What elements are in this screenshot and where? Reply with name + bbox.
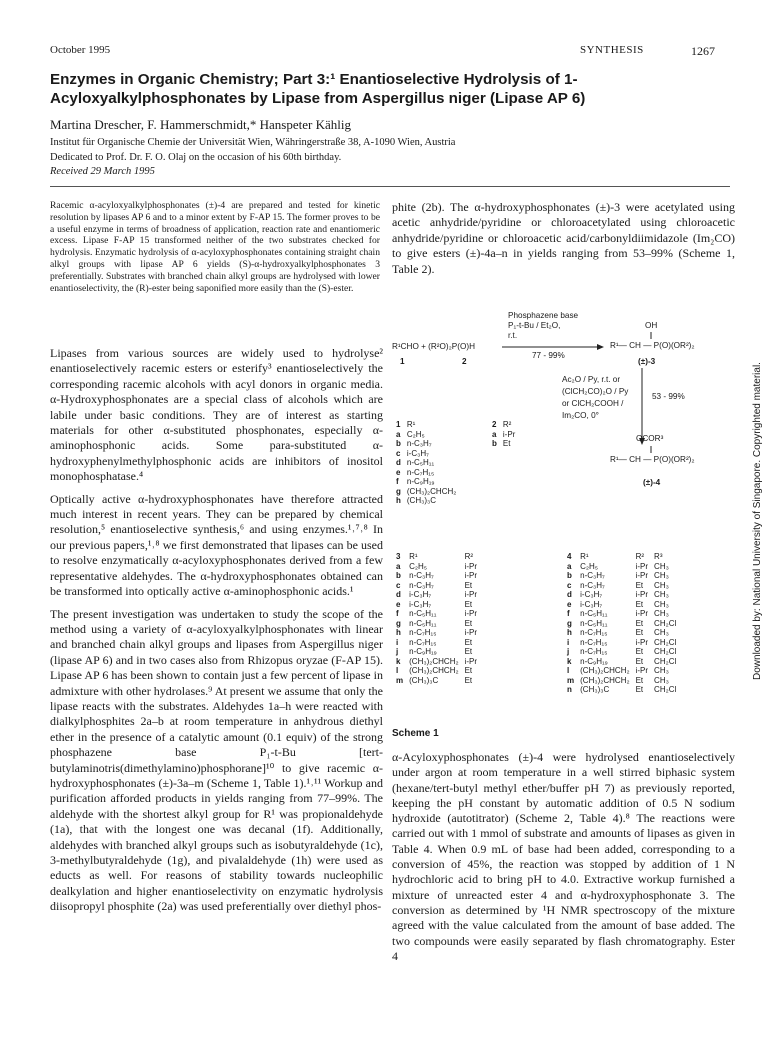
product-4: R¹— CH — P(O)(OR²)₂ <box>610 455 695 464</box>
running-header <box>50 44 715 60</box>
product-3: R¹— CH — P(O)(OR²)₂ <box>610 341 695 350</box>
table-header: R¹ <box>580 552 589 561</box>
table-cell: Et <box>502 439 511 448</box>
table-row <box>567 600 682 610</box>
table-header: 3 <box>396 552 401 561</box>
table-header: R² <box>502 420 512 429</box>
table-row <box>396 562 483 572</box>
table-cell: e <box>396 467 401 477</box>
label-1: 1 <box>400 357 405 366</box>
table-row <box>567 638 682 648</box>
condition-2b: (ClCH₂CO)₂O / Py <box>562 387 629 396</box>
right-column-body: α-Acyloxyphosphonates (±)-4 were hydrolysed enantioselectively under argon at room temperature in a well stirred biphasic system (hexane/tert-butyl methyl ether/buffer pH 7) as previously reported, keeping the pH constant by automatic addition of 0.5 N sodium hydroxide (autotitrator) (Scheme 2, Table 4).⁸ The reactions were carried out with 1 mmol of substrate and amounts of lipases as given in Table 4. When 0.9 mL of base had been added, corresponding to a conversion of 45%, the reaction was stopped by addition of 1 N hydrochloric acid to bring pH to 4.0. Extractive workup furnished a mixture of unreacted ester 4 and α-hydroxyphosphonate 3. The conversion as determined by ¹H NMR spectroscopy of the mixture agreed with the value calculated from the amount of base added. The two compounds were easily separated by flash chromatography. Ester 4 <box>392 750 735 963</box>
table-cell: j <box>567 647 570 656</box>
table-cell: i <box>396 637 399 647</box>
table-row <box>567 647 682 657</box>
table-cell: i-C₃H₇ <box>409 590 432 599</box>
scheme-1 <box>392 308 737 720</box>
table-row <box>396 638 483 648</box>
table-cell: Et <box>635 685 644 694</box>
table-cell: n-C₇H₁₅ <box>580 628 608 637</box>
table-cell: b <box>396 571 401 580</box>
table-cell: d <box>396 590 401 599</box>
table-cell: n-C₉H₁₉ <box>406 477 435 486</box>
table-cell: i-C₃H₇ <box>580 590 603 599</box>
reagents: R¹CHO + (R²O)₂P(O)H <box>392 342 475 351</box>
table-cell: h <box>567 628 572 637</box>
table-row <box>567 609 682 619</box>
download-notice: Downloaded by: National University of Singapore. Copyrighted material. <box>752 362 763 680</box>
table-cell: CH₃ <box>654 675 669 685</box>
table-row <box>396 449 462 459</box>
table-row <box>396 571 483 581</box>
table-row <box>396 628 483 638</box>
condition-1a: Phosphazene base <box>508 311 579 320</box>
table-cell: a <box>492 429 497 439</box>
table-cell: i-C₃H₇ <box>406 448 429 458</box>
scheme-caption: Scheme 1 <box>392 728 439 739</box>
table-cell: n-C₃H₇ <box>580 580 605 590</box>
table-cell: n-C₉H₁₉ <box>580 656 608 666</box>
table-row <box>396 458 462 468</box>
condition-1c: r.t. <box>508 331 518 340</box>
table-cell: n-C₃H₇ <box>409 580 434 590</box>
table-cell: i-Pr <box>464 609 478 618</box>
table-cell: d <box>396 458 401 467</box>
table-cell: i-Pr <box>464 656 478 666</box>
paragraph-2: Optically active α-hydroxyphosphonates have therefore attracted much interest in recent years. They can be prepared by chemical resolution,⁵ enantioselective synthesis,⁶ and using enzymes.¹˒⁷˒⁸ In our previous papers,¹˒⁸ we first demonstrated that lipases can be used to resolve enzymatically α-acyloxyphosphonates derived from a few representative aldehydes. The α-hydroxyphosphonates obtained can be transformed into optically active α-aminophosphonic acids.¹ <box>50 491 383 599</box>
table-cell: n-C₅H₁₁ <box>580 618 608 628</box>
table-cell: (CH₃)₂CHCH₂ <box>406 486 457 496</box>
table-cell: b <box>492 439 497 448</box>
table-row <box>396 609 483 619</box>
table-header: R² <box>635 552 645 561</box>
table-cell: i-Pr <box>635 609 649 618</box>
table-cell: n-C₇H₁₅ <box>580 637 608 647</box>
table-cell: CH₃ <box>654 590 669 599</box>
reaction-arrow-1-head <box>597 344 604 350</box>
table-cell: CH₃ <box>654 666 669 675</box>
table-cell: CH₂Cl <box>654 618 677 628</box>
table-header: 1 <box>396 420 401 429</box>
table-cell: CH₃ <box>654 628 669 637</box>
table-cell: g <box>396 486 401 496</box>
table-cell: (CH₃)₂CHCH₂ <box>580 675 630 685</box>
yield-1: 77 - 99% <box>532 351 565 360</box>
table-cell: Et <box>635 656 644 666</box>
table-cell: CH₃ <box>654 571 669 580</box>
page-number: 1267 <box>691 44 715 58</box>
table-cell: (CH₃)₃C <box>580 685 610 694</box>
table-cell: f <box>396 609 399 618</box>
label-3: (±)-3 <box>638 357 656 366</box>
header-divider <box>50 186 730 187</box>
table-cell: n-C₇H₁₅ <box>406 467 435 477</box>
table-row <box>567 628 682 638</box>
received-date: Received 29 March 1995 <box>50 166 155 177</box>
hydroxy-label: OH <box>645 321 658 330</box>
table-compound-4 <box>567 552 682 695</box>
table-row <box>396 657 483 667</box>
table-cell: Et <box>635 618 644 628</box>
table-cell: Et <box>635 628 644 637</box>
article-title: Enzymes in Organic Chemistry; Part 3:¹ Enantioselective Hydrolysis of 1-Acyloxyalkylphosphonates by Lipase from Aspergillus niger (Lipase AP 6) <box>50 71 586 107</box>
table-cell: g <box>567 618 572 628</box>
table-row <box>396 496 462 506</box>
table-row <box>567 590 682 600</box>
table-row <box>396 619 483 629</box>
table-cell: Et <box>464 618 473 628</box>
table-row <box>567 685 682 695</box>
condition-2d: Im₂CO, 0° <box>562 411 599 420</box>
table-cell: i-C₃H₇ <box>580 599 603 609</box>
paragraph-3: The present investigation was undertaken to study the scope of the method using a variety of α-acyloxyalkylphosphonates with linear and branched chain alkyl groups and lipases from Aspergillus niger (lipase AP 6) and in two cases also from Rhizopus oryzae (F-AP 15). Lipase AP 6 has been shown to contain just a few percent of lipase in admixture with other hydrolases.⁹ At present we assume that only the lipase reacts with the substrates. Aldehydes 1a–h were reacted with dialkylphosphites 2a–b at room temperature in anhydrous diethyl ether in the presence of a catalytic amount (0.1 equiv) of the strong phosphazene base P₁-t-Bu [tert-butylaminotris(dimethylamino)phosphorane]¹⁰ to give racemic α-hydroxyphosphonates (±)-3a–m (Scheme 1, Table 1).¹˒¹¹ Workup and purification afforded products in yields ranging from 77–99%. The aldehyde with the shortest alkyl group for R¹ was propionaldehyde (1a), that with the longest one was decanal (1f). Additionally, aldehydes with branched alkyl groups such as isobutyraldehyde (1c), 3-methylbutyraldehyde (1g), and pivalaldehyde (1h) were used as educts as well. For reasons of stability towards nucleophilic dealkylation and higher enantioselectivity on enzymatic hydrolysis diisopropyl phosphite (2a) was used preferentially over diethyl phos- <box>50 606 383 914</box>
table-cell: n-C₇H₁₅ <box>409 628 437 637</box>
table-header: 2 <box>492 420 497 429</box>
label-2: 2 <box>462 357 467 366</box>
table-header-row <box>396 420 462 430</box>
table-cell: i-Pr <box>635 637 649 647</box>
table-row <box>396 676 483 686</box>
table-cell: CH₂Cl <box>654 637 677 647</box>
table-cell: i-Pr <box>464 561 478 571</box>
table-cell: Et <box>464 666 473 675</box>
yield-2: 53 - 99% <box>652 392 685 401</box>
condition-1b: P₁-t-Bu / Et₂O, <box>508 321 561 330</box>
paragraph-1: Lipases from various sources are widely used to hydrolyse² enantioselectively racemic esters or esterify³ enantioselectively the corresponding racemic alcohols with acyl donors in organic media. α-Hydroxyphosphonates are a special class of alcohols which are labile under basic conditions. They are of interest as starting materials for other α-substituted phosphonates, especially α-aminophosphonic acids. Some para-substituted α-hydroxyphenylmethylphosphonic acids are inhibitors of inositol monophosphatase.⁴ <box>50 346 383 484</box>
table-row <box>396 581 483 591</box>
table-compound-1 <box>396 420 462 506</box>
table-row <box>396 439 462 449</box>
table-compound-2 <box>492 420 521 449</box>
abstract: Racemic α-acyloxyalkylphosphonates (±)-4 are prepared and tested for kinetic resolution by lipases AP 6 and to a minor extent by F-AP 15. The former proves to be a useful enzyme in terms of broadness of application, reaction rate and enantiomeric excess. Lipase F-AP 15 transformed neither of the two substrates checked for hydrolysis. Enzymatic hydrolysis of α-acyloxyphosphonates containing straight chain alkyl groups with lipase AP 6 yields (S)-α-hydroxyalkylphosphonates 3 preferentially. Substrates with branched chain alkyl groups are hydrolysed with lower enantioselectivity, the (R)-ester being saponified more easily than the (S)-ester. <box>50 200 380 294</box>
table-cell: C₂H₅ <box>580 561 599 571</box>
table-row <box>567 657 682 667</box>
table-cell: a <box>567 561 572 571</box>
table-cell: c <box>396 580 401 590</box>
table-cell: Et <box>635 580 644 590</box>
table-cell: i-Pr <box>464 571 478 580</box>
table-cell: j <box>396 647 399 656</box>
table-cell: (CH₃)₃C <box>409 675 439 685</box>
table-cell: Et <box>635 675 644 685</box>
table-row <box>396 590 483 600</box>
table-cell: Et <box>635 599 644 609</box>
table-row <box>396 647 483 657</box>
table-cell: CH₃ <box>654 599 669 609</box>
table-row <box>567 581 682 591</box>
table-cell: g <box>396 618 401 628</box>
table-cell: k <box>567 656 572 666</box>
table-row <box>492 430 521 440</box>
table-cell: m <box>567 675 575 685</box>
issue-date: October 1995 <box>50 44 111 56</box>
table-cell: i-Pr <box>502 429 516 439</box>
table-cell: Et <box>464 647 473 656</box>
table-row <box>396 666 483 676</box>
table-cell: c <box>396 448 401 458</box>
table-header-row <box>567 552 682 562</box>
table-cell: h <box>396 628 401 637</box>
table-cell: i-Pr <box>635 666 649 675</box>
table-row <box>396 430 462 440</box>
table-cell: Et <box>464 637 473 647</box>
right-column-intro: phite (2b). The α-hydroxyphosphonates (±)-3 were acetylated using acetic anhydride/pyridine or chloroacetylated using chloroacetic anhydride/pyridine or chloroacetic acid/carbonyldiimidazole (Im₂CO) to give esters (±)-4a–n in yields ranging from 53–99% (Scheme 1, Table 2). <box>392 200 735 276</box>
table-cell: (CH₃)₂CHCH₂ <box>580 666 630 675</box>
table-cell: (CH₃)₂CHCH₂ <box>409 656 459 666</box>
table-cell: n-C₅H₁₁ <box>409 618 437 628</box>
table-cell: i-Pr <box>464 628 478 637</box>
table-cell: b <box>567 571 572 580</box>
table-cell: CH₂Cl <box>654 685 677 694</box>
table-header-row <box>396 552 483 562</box>
table-cell: Et <box>635 647 644 656</box>
table-cell: n-C₇H₁₅ <box>580 647 608 656</box>
table-cell: e <box>567 599 572 609</box>
table-cell: n-C₅H₁₁ <box>409 609 437 618</box>
table-compound-3 <box>396 552 483 685</box>
table-header: R³ <box>654 552 663 561</box>
journal-name: SYNTHESIS <box>580 44 644 56</box>
table-cell: CH₃ <box>654 609 669 618</box>
table-cell: CH₃ <box>654 561 669 571</box>
table-cell: n-C₇H₁₅ <box>409 637 437 647</box>
table-cell: (CH₃)₂CHCH₂ <box>409 666 459 675</box>
table-cell: n-C₃H₇ <box>580 571 605 580</box>
table-cell: f <box>567 609 570 618</box>
table-row <box>567 571 682 581</box>
table-cell: k <box>396 656 401 666</box>
table-row <box>396 600 483 610</box>
author-list: Martina Drescher, F. Hammerschmidt,* Hanspeter Kählig <box>50 117 351 132</box>
table-cell: CH₃ <box>654 580 669 590</box>
table-cell: n-C₅H₁₁ <box>406 458 435 467</box>
table-cell: (CH₃)₃C <box>406 496 437 505</box>
table-cell: C₂H₅ <box>406 429 425 439</box>
table-cell: d <box>567 590 572 599</box>
table-header-row <box>492 420 521 430</box>
table-row <box>567 666 682 676</box>
table-cell: n-C₅H₁₁ <box>580 609 608 618</box>
table-cell: h <box>396 496 401 505</box>
table-row <box>396 477 462 487</box>
label-4: (±)-4 <box>643 478 661 487</box>
table-cell: a <box>396 561 401 571</box>
table-cell: n <box>567 685 572 694</box>
table-cell: l <box>396 666 399 675</box>
table-header: R¹ <box>406 420 416 429</box>
table-row <box>396 468 462 478</box>
condition-2a: Ac₂O / Py, r.t. or <box>562 375 621 384</box>
affiliation-block <box>50 135 455 165</box>
left-column <box>50 346 383 922</box>
affiliation: Institut für Organische Chemie der Universität Wien, Währingerstraße 38, A-1090 Wien, Austria <box>50 137 456 148</box>
table-cell: n-C₃H₇ <box>409 571 434 580</box>
table-cell: l <box>567 666 570 675</box>
table-cell: i-Pr <box>635 571 649 580</box>
table-cell: Et <box>464 580 473 590</box>
table-header: 4 <box>567 552 572 561</box>
table-row <box>567 676 682 686</box>
table-cell: b <box>396 439 401 448</box>
table-cell: e <box>396 599 401 609</box>
table-cell: CH₂Cl <box>654 656 677 666</box>
table-cell: i <box>567 637 570 647</box>
table-cell: Et <box>464 599 473 609</box>
table-row <box>567 562 682 572</box>
table-row <box>492 439 521 449</box>
table-cell: i-C₃H₇ <box>409 599 432 609</box>
table-cell: f <box>396 477 399 486</box>
table-header: R¹ <box>409 552 418 561</box>
table-cell: n-C₃H₇ <box>406 439 432 448</box>
table-row <box>396 487 462 497</box>
table-cell: m <box>396 675 404 685</box>
table-cell: c <box>567 580 572 590</box>
table-cell: i-Pr <box>464 590 478 599</box>
table-cell: i-Pr <box>635 590 649 599</box>
table-cell: Et <box>464 675 473 685</box>
acyloxy-label: OCOR³ <box>636 434 664 443</box>
table-cell: a <box>396 429 401 439</box>
table-header: R² <box>464 552 474 561</box>
dedication: Dedicated to Prof. Dr. F. O. Olaj on the occasion of his 60th birthday. <box>50 152 342 163</box>
table-cell: n-C₉H₁₉ <box>409 647 437 656</box>
table-row <box>567 619 682 629</box>
table-cell: CH₂Cl <box>654 647 677 656</box>
condition-2c: or ClCH₂COOH / <box>562 399 624 408</box>
table-cell: i-Pr <box>635 561 649 571</box>
table-cell: C₂H₅ <box>409 561 428 571</box>
